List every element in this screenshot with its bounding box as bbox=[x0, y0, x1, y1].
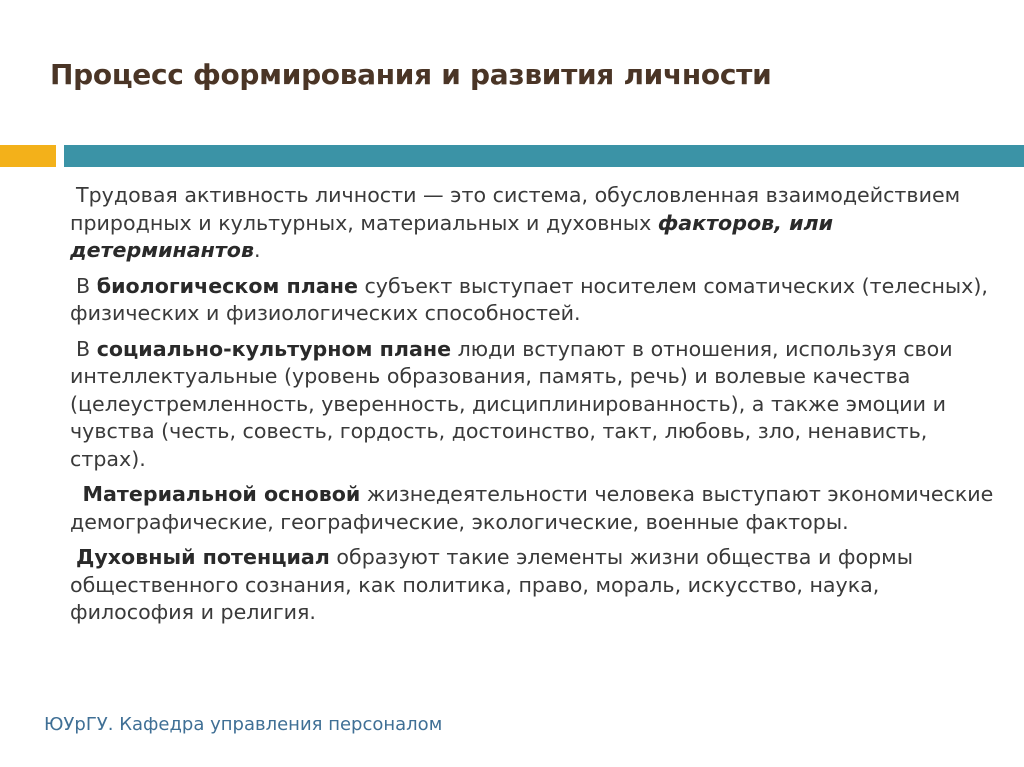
bold-term-spiritual: Духовный потенциал bbox=[76, 545, 330, 569]
paragraph-text: субъект выступает носителем соматических (телесных), физических и физиологических способностей. bbox=[70, 273, 988, 325]
emphasis-factors: факторов, или детерминантов bbox=[70, 210, 834, 262]
slide-title: Процесс формирования и развития личности bbox=[50, 58, 772, 91]
paragraph-end: . bbox=[253, 238, 261, 262]
paragraph-lead: В bbox=[76, 273, 91, 298]
paragraph-lead: В bbox=[76, 336, 91, 361]
accent-bar-orange bbox=[0, 145, 56, 167]
bold-term-material: Материальной основой bbox=[82, 482, 361, 506]
bold-term-biological: биологическом плане bbox=[96, 273, 358, 298]
paragraph-material-basis bbox=[70, 481, 1000, 536]
paragraph-labor-activity bbox=[70, 182, 1000, 265]
paragraph-text: Трудовая активность личности — это система, обусловленная взаимодействием природных и культурных, материальных и духовных bbox=[70, 183, 961, 235]
paragraph-text: жизнедеятельности человека выступают экономические демографические, географические, экологические, военные факторы. bbox=[70, 482, 994, 534]
bold-term-sociocultural: социально-культурном плане bbox=[96, 336, 452, 361]
paragraph-text: образуют такие элементы жизни общества и формы общественного сознания, как политика, право, мораль, искусство, наука, философия и религия. bbox=[70, 545, 913, 624]
slide-footer: ЮУрГУ. Кафедра управления персоналом bbox=[44, 714, 443, 735]
slide-body bbox=[70, 182, 1000, 635]
paragraph-biological-plan bbox=[70, 273, 1000, 328]
paragraph-text: люди вступают в отношения, используя свои интеллектуальные (уровень образования, память, речь) и волевые качества (целеустремленность, уверенность, дисциплинированность), а также эмоции и чувства (честь, совесть, гордость, достоинство, такт, любовь, зло, ненависть, страх). bbox=[70, 336, 953, 471]
paragraph-spiritual-potential bbox=[70, 544, 1000, 627]
accent-bar-teal bbox=[64, 145, 1024, 167]
paragraph-sociocultural-plan bbox=[70, 336, 1000, 474]
